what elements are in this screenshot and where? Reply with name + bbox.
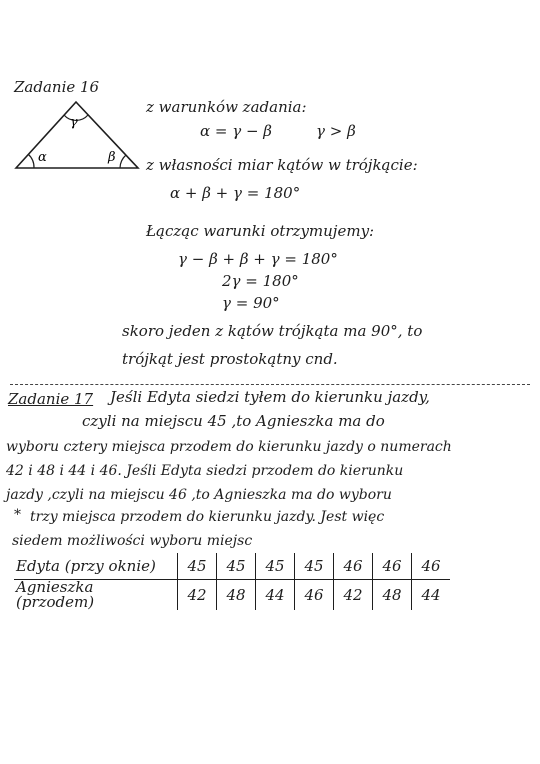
task16-eq3: γ − β + β + γ = 180° — [178, 250, 338, 268]
table-cell: 46 — [295, 580, 334, 611]
table-cell: 44 — [412, 580, 451, 611]
task17-line1: Jeśli Edyta siedzi tyłem do kierunku jazdy, — [110, 388, 430, 406]
task16-line3: Łącząc warunki otrzymujemy: — [146, 222, 375, 240]
task17-heading: Zadanie 17 — [8, 390, 94, 408]
angle-beta-label: β — [108, 150, 116, 165]
table-cell: 45 — [217, 553, 256, 580]
table-cell: 45 — [295, 553, 334, 580]
table-cell: 48 — [217, 580, 256, 611]
table-cell: 46 — [412, 553, 451, 580]
row-label-agnieszka: Agnieszka (przodem) — [16, 578, 95, 611]
angle-alpha-label: α — [38, 150, 47, 165]
task16-eq2: α + β + γ = 180° — [170, 184, 301, 202]
table-cell: 44 — [256, 580, 295, 611]
section-divider — [10, 384, 530, 385]
seating-table — [14, 553, 450, 610]
task16-line2: z własności miar kątów w trójkącie: — [146, 156, 418, 174]
task17-line2: czyli na miejscu 45 ,to Agnieszka ma do — [82, 412, 385, 430]
table-cell: 42 — [334, 580, 373, 611]
task16-conclusion-1: skoro jeden z kątów trójkąta ma 90°, to — [122, 322, 423, 340]
task17-line5: jazdy ,czyli na miejscu 46 ,to Agnieszka ma do wyboru — [6, 487, 392, 503]
table-cell: 46 — [334, 553, 373, 580]
task16-line1: z warunków zadania: — [146, 98, 307, 116]
triangle-diagram — [14, 98, 140, 172]
task17-line6: trzy miejsca przodem do kierunku jazdy. Jest więc — [30, 509, 385, 525]
task16-eq4: 2γ = 180° — [222, 272, 299, 290]
table-cell: 46 — [373, 553, 412, 580]
task16-conclusion-2: trójkąt jest prostokątny cnd. — [122, 350, 338, 368]
row-label-edyta: Edyta (przy oknie) — [14, 553, 178, 580]
table-cell: 45 — [178, 553, 217, 580]
angle-gamma-label: γ — [70, 115, 78, 130]
task16-eq5: γ = 90° — [222, 294, 280, 312]
task17-line3: wyboru cztery miejsca przodem do kierunku jazdy o numerach — [6, 439, 452, 455]
task17-asterisk: * — [14, 507, 21, 523]
task16-eq1b: γ > β — [316, 122, 356, 140]
table-cell: 48 — [373, 580, 412, 611]
task16-eq1: α = γ − β — [200, 122, 272, 140]
table-cell: 42 — [178, 580, 217, 611]
task16-heading: Zadanie 16 — [14, 78, 100, 96]
task17-line7: siedem możliwości wyboru miejsc — [12, 533, 253, 549]
task17-line4: 42 i 48 i 44 i 46. Jeśli Edyta siedzi przodem do kierunku — [6, 463, 404, 479]
table-row-agnieszka — [14, 580, 450, 611]
table-row-edyta — [14, 553, 450, 580]
table-cell: 45 — [256, 553, 295, 580]
